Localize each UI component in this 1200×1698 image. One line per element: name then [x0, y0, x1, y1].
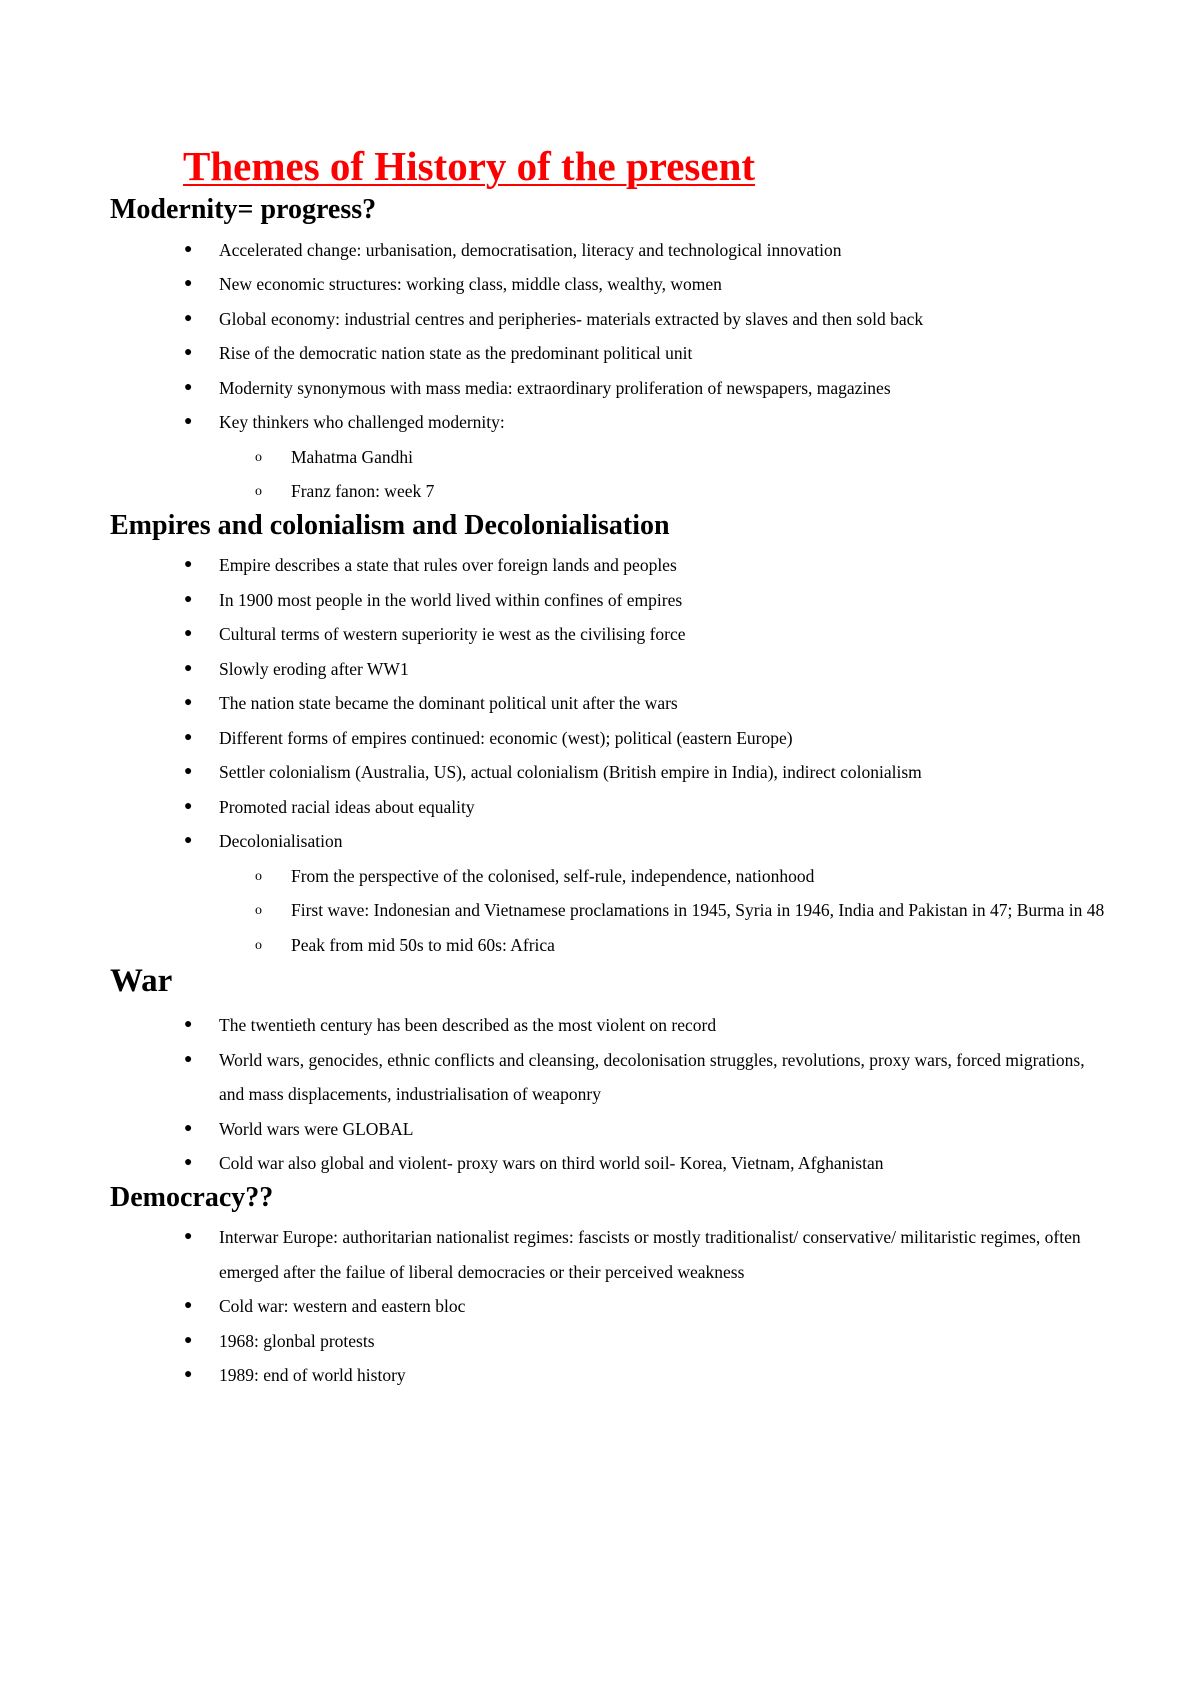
empires-list	[110, 548, 1110, 962]
list-item: ● Rise of the democratic nation state as the predominant political unit	[110, 336, 1110, 371]
bullet-icon: ●	[184, 241, 193, 257]
list-item: ● Cold war: western and eastern bloc	[110, 1289, 1110, 1324]
list-item: ● Different forms of empires continued: economic (west); political (eastern Europe)	[110, 721, 1110, 756]
list-item: ● Global economy: industrial centres and peripheries- materials extracted by slaves and then sold back	[110, 302, 1110, 337]
bullet-icon: ●	[184, 1120, 193, 1136]
bullet-icon: ●	[184, 310, 193, 326]
sublist-item: o Peak from mid 50s to mid 60s: Africa	[110, 928, 1110, 963]
bullet-icon: ●	[184, 660, 193, 676]
sub-bullet-icon: o	[255, 903, 262, 919]
sub-bullet-icon: o	[255, 868, 262, 884]
bullet-icon: ●	[184, 1332, 193, 1348]
section-heading-war: War	[110, 963, 173, 1000]
bullet-icon: ●	[184, 414, 193, 430]
bullet-icon: ●	[184, 626, 193, 642]
sublist-item: o First wave: Indonesian and Vietnamese proclamations in 1945, Syria in 1946, India and Pakistan in 47; Burma in 48	[110, 893, 1110, 928]
section-heading-modernity: Modernity= progress?	[110, 194, 377, 226]
document-body	[110, 140, 1110, 1393]
list-item: ● Slowly eroding after WW1	[110, 652, 1110, 687]
list-item: ● Decolonialisation o From the perspective of the colonised, self-rule, independence, nationhood o First wave: Indonesian and Vietnamese proclamations in 1945, Syria in 1946, India and Pakistan in 47; Burma in 48 o Peak from mid 50s to mid 60s: Africa	[110, 824, 1110, 962]
bullet-icon: ●	[184, 345, 193, 361]
list-item: ● World wars, genocides, ethnic conflicts and cleansing, decolonisation struggles, revolutions, proxy wars, forced migrations, and mass displacements, industrialisation of weaponry	[110, 1043, 1110, 1112]
sublist	[219, 440, 1110, 509]
bullet-icon: ●	[184, 1155, 193, 1171]
bullet-icon: ●	[184, 1367, 193, 1383]
bullet-icon: ●	[184, 557, 193, 573]
sublist	[219, 859, 1110, 963]
list-item: ● Promoted racial ideas about equality	[110, 790, 1110, 825]
sub-bullet-icon: o	[255, 484, 262, 500]
bullet-icon: ●	[184, 695, 193, 711]
bullet-icon: ●	[184, 764, 193, 780]
list-item: ● In 1900 most people in the world lived within confines of empires	[110, 583, 1110, 618]
bullet-icon: ●	[184, 1051, 193, 1067]
list-item: ● New economic structures: working class, middle class, wealthy, women	[110, 267, 1110, 302]
sublist-item: o Franz fanon: week 7	[110, 474, 1110, 509]
bullet-icon: ●	[184, 833, 193, 849]
bullet-icon: ●	[184, 591, 193, 607]
list-item: ● World wars were GLOBAL	[110, 1112, 1110, 1147]
modernity-list	[110, 233, 1110, 509]
bullet-icon: ●	[184, 729, 193, 745]
section-heading-empires: Empires and colonialism and Decolonialisation	[110, 509, 670, 541]
list-item: ● Empire describes a state that rules over foreign lands and peoples	[110, 548, 1110, 583]
bullet-icon: ●	[184, 1017, 193, 1033]
sub-bullet-icon: o	[255, 937, 262, 953]
list-item: ● 1968: glonbal protests	[110, 1324, 1110, 1359]
list-item: ● Cultural terms of western superiority ie west as the civilising force	[110, 617, 1110, 652]
page-title: Themes of History of the present	[183, 143, 756, 189]
list-item: ● Accelerated change: urbanisation, democratisation, literacy and technological innovation	[110, 233, 1110, 268]
bullet-icon: ●	[184, 379, 193, 395]
list-item: ● Key thinkers who challenged modernity: o Mahatma Gandhi o Franz fanon: week 7	[110, 405, 1110, 509]
list-item: ● Modernity synonymous with mass media: extraordinary proliferation of newspapers, magazines	[110, 371, 1110, 406]
sublist-item: o From the perspective of the colonised, self-rule, independence, nationhood	[110, 859, 1110, 894]
list-item: ● The twentieth century has been described as the most violent on record	[110, 1008, 1110, 1043]
list-item: ● The nation state became the dominant political unit after the wars	[110, 686, 1110, 721]
war-list	[110, 1008, 1110, 1181]
sub-bullet-icon: o	[255, 449, 262, 465]
bullet-icon: ●	[184, 1229, 193, 1245]
bullet-icon: ●	[184, 798, 193, 814]
list-item: ● 1989: end of world history	[110, 1358, 1110, 1393]
democracy-list	[110, 1220, 1110, 1393]
sublist-item: o Mahatma Gandhi	[110, 440, 1110, 475]
list-item: ● Settler colonialism (Australia, US), actual colonialism (British empire in India), indirect colonialism	[110, 755, 1110, 790]
bullet-icon: ●	[184, 276, 193, 292]
bullet-icon: ●	[184, 1298, 193, 1314]
list-item: ● Interwar Europe: authoritarian nationalist regimes: fascists or mostly traditionalist/ conservative/ militaristic regimes, often emerged after the failue of liberal democracies or their perceived weakness	[110, 1220, 1110, 1289]
list-item: ● Cold war also global and violent- proxy wars on third world soil- Korea, Vietnam, Afghanistan	[110, 1146, 1110, 1181]
section-heading-democracy: Democracy??	[110, 1181, 274, 1213]
